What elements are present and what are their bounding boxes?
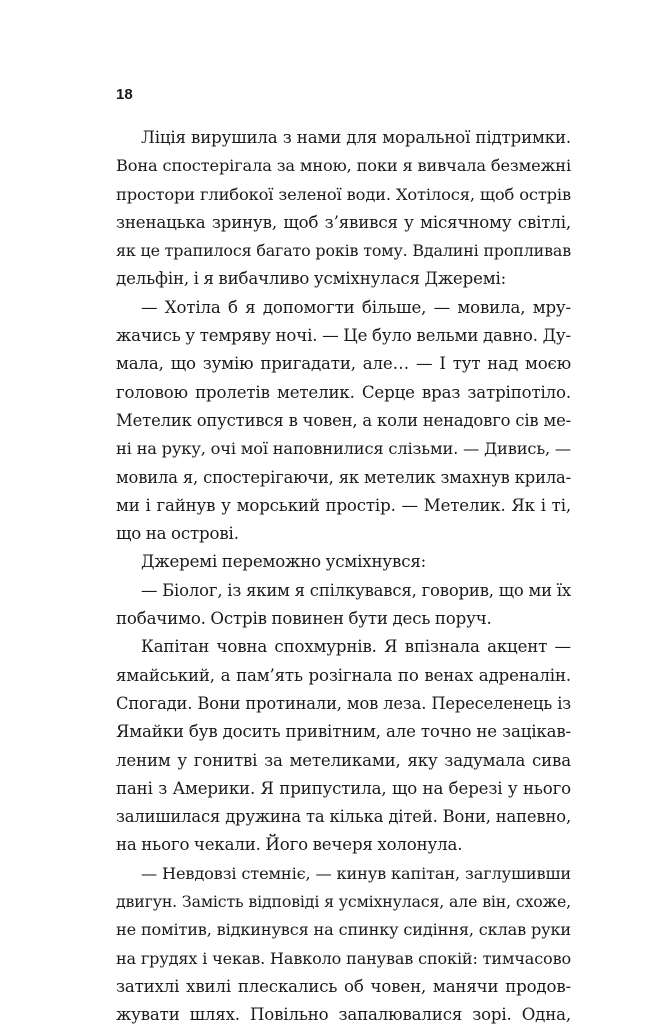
text-line: Спогади. Вони протинали, мов леза. Переселенець із: [116, 693, 571, 713]
text-line: пані з Америки. Я припустила, що на березі у нього: [116, 778, 571, 798]
text-line: Капітан човна спохмурнів. Я впізнала акцент —: [141, 637, 571, 657]
text-line: простори глибокої зеленої води. Хотілося, щоб острів: [116, 184, 571, 204]
body-text: [116, 124, 571, 1030]
text-line: на грудях і чекав. Навколо панував спокій: тимчасово: [116, 948, 571, 968]
text-line: ми і гайнув у морський простір. — Метелик. Як і ті,: [116, 495, 571, 515]
text-line: зненацька зринув, щоб з’явився у місячному світлі,: [116, 212, 571, 232]
text-line: — Біолог, із яким я спілкувався, говорив, що ми їх: [141, 580, 571, 600]
page-number: 18: [116, 86, 133, 103]
text-line: як це трапилося багато років тому. Вдалині пропливав: [116, 241, 571, 261]
text-line: на нього чекали. Його вечеря холонула.: [116, 835, 463, 855]
text-line: головою пролетів метелик. Серце враз затріпотіло.: [116, 382, 571, 402]
text-line: леним у гонитві за метеликами, яку задумала сива: [116, 750, 571, 770]
text-line: жувати шлях. Повільно запалювалися зорі. Одна,: [116, 1005, 571, 1025]
text-line: мала, що зумію пригадати, але… — І тут над моєю: [116, 354, 571, 374]
text-line: дельфін, і я вибачливо усміхнулася Джеремі:: [116, 269, 507, 289]
text-line: побачимо. Острів повинен бути десь поруч.: [116, 609, 492, 629]
text-line: залишилася дружина та кілька дітей. Вони, напевно,: [116, 807, 571, 827]
text-line: жачись у темряву ночі. — Це було вельми давно. Ду-: [116, 326, 571, 346]
text-line: двигун. Замість відповіді я усміхнулася, але він, схоже,: [116, 892, 571, 912]
text-line: ямайський, а пам’ять розігнала по венах адреналін.: [116, 665, 571, 685]
text-line: — Хотіла б я допомогти більше, — мовила, мру-: [141, 297, 571, 317]
text-line: Ліція вирушила з нами для моральної підтримки.: [141, 128, 571, 147]
text-line: Джеремі переможно усміхнувся:: [141, 552, 427, 572]
text-line: не помітив, відкинувся на спинку сидіння, склав руки: [116, 920, 571, 940]
text-line: — Невдовзі стемніє, — кинув капітан, заглушивши: [141, 863, 571, 883]
text-line: мовила я, спостерігаючи, як метелик змахнув крила-: [116, 467, 571, 487]
text-line: Метелик опустився в човен, а коли ненадовго сів ме-: [116, 410, 571, 430]
text-line: затихлі хвилі плескались об човен, манячи продов-: [116, 976, 571, 996]
text-line: ні на руку, очі мої наповнилися слізьми. — Дивись, —: [116, 439, 571, 459]
text-line: Ямайки був досить привітним, але точно не зацікав-: [116, 722, 571, 742]
text-line: що на острові.: [116, 524, 239, 544]
text-line: Вона спостерігала за мною, поки я вивчала безмежні: [116, 156, 571, 176]
